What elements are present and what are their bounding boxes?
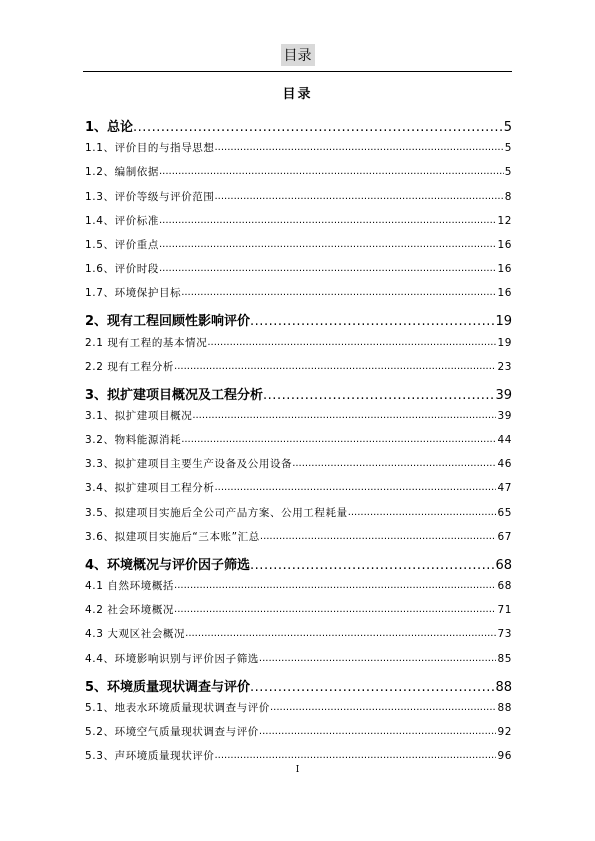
toc-entry-page: 88 bbox=[497, 701, 512, 714]
toc-leader-dots bbox=[174, 574, 496, 597]
toc-entry-section[interactable] bbox=[85, 499, 512, 523]
toc-leader-dots bbox=[270, 696, 496, 719]
toc-leader-dots bbox=[348, 501, 497, 524]
toc-entry-page: 71 bbox=[497, 604, 512, 617]
running-header bbox=[0, 44, 595, 66]
toc-leader-dots bbox=[174, 598, 496, 621]
toc-entry-chapter[interactable] bbox=[85, 304, 512, 329]
toc-entry-section[interactable] bbox=[85, 695, 512, 719]
toc-entry-chapter[interactable] bbox=[85, 548, 512, 573]
toc-entry-page: 73 bbox=[497, 628, 512, 641]
toc-entry-title: 3、拟扩建项目概况及工程分析 bbox=[85, 387, 264, 403]
toc-leader-dots bbox=[159, 209, 496, 232]
toc-leader-dots bbox=[185, 622, 496, 645]
toc-entry-page: 88 bbox=[495, 679, 512, 695]
toc-leader-dots bbox=[192, 404, 496, 427]
toc-entry-section[interactable] bbox=[85, 403, 512, 427]
toc-title: 目录 bbox=[282, 87, 313, 102]
toc-entry-title: 1.6、评价时段 bbox=[85, 263, 159, 276]
toc-leader-dots bbox=[259, 720, 497, 743]
toc-entry-page: 68 bbox=[497, 580, 512, 592]
toc-entry-page: 8 bbox=[504, 190, 512, 203]
toc-entry-section[interactable] bbox=[85, 475, 512, 499]
toc-entry-chapter[interactable] bbox=[85, 670, 512, 695]
toc-entry-section[interactable] bbox=[85, 451, 512, 475]
toc-list bbox=[85, 110, 512, 767]
toc-entry-section[interactable] bbox=[85, 183, 512, 207]
toc-entry-section[interactable] bbox=[85, 719, 512, 743]
toc-leader-dots bbox=[250, 314, 494, 329]
toc-entry-title: 3.5、拟建项目实施后全公司产品方案、公用工程耗量 bbox=[85, 506, 348, 519]
toc-entry-page: 85 bbox=[497, 652, 512, 665]
toc-leader-dots bbox=[215, 476, 497, 499]
toc-leader-dots bbox=[250, 558, 494, 573]
toc-entry-title: 3.2、物料能源消耗 bbox=[85, 434, 182, 447]
toc-entry-title: 2、现有工程回顾性影响评价 bbox=[85, 314, 251, 330]
toc-leader-dots bbox=[181, 281, 496, 304]
toc-entry-page: 5 bbox=[504, 166, 512, 179]
toc-leader-dots bbox=[263, 388, 494, 403]
toc-leader-dots bbox=[159, 233, 496, 256]
toc-entry-title: 5.3、声环境质量现状评价 bbox=[85, 750, 215, 763]
toc-entry-page: 44 bbox=[497, 434, 512, 447]
toc-entry-page: 96 bbox=[497, 750, 512, 763]
toc-entry-section[interactable] bbox=[85, 256, 512, 280]
toc-entry-chapter[interactable] bbox=[85, 378, 512, 403]
toc-leader-dots bbox=[207, 331, 496, 354]
toc-leader-dots bbox=[259, 647, 497, 670]
toc-entry-title: 4.3 大观区社会概况 bbox=[85, 628, 186, 641]
toc-entry-title: 1.7、环境保护目标 bbox=[85, 287, 182, 300]
toc-entry-section[interactable] bbox=[85, 597, 512, 621]
toc-entry-page: 19 bbox=[495, 314, 512, 330]
toc-entry-page: 5 bbox=[504, 142, 512, 155]
toc-entry-section[interactable] bbox=[85, 573, 512, 597]
toc-entry-title: 2.2 现有工程分析 bbox=[85, 360, 175, 373]
header-rule bbox=[83, 71, 512, 72]
toc-entry-page: 16 bbox=[497, 263, 512, 276]
toc-leader-dots bbox=[181, 428, 496, 451]
running-header-label: 目录 bbox=[281, 44, 315, 66]
toc-entry-page: 16 bbox=[497, 287, 512, 300]
toc-entry-title: 3.1、拟扩建项目概况 bbox=[85, 409, 193, 422]
toc-entry-section[interactable] bbox=[85, 329, 512, 353]
page-number: I bbox=[295, 765, 300, 775]
toc-entry-title: 3.4、拟扩建项目工程分析 bbox=[85, 482, 215, 495]
toc-entry-page: 12 bbox=[497, 214, 512, 227]
toc-leader-dots bbox=[174, 355, 496, 378]
toc-leader-dots bbox=[292, 452, 496, 475]
toc-entry-section[interactable] bbox=[85, 427, 512, 451]
toc-entry-section[interactable] bbox=[85, 208, 512, 232]
toc-entry-section[interactable] bbox=[85, 280, 512, 304]
toc-entry-title: 5.2、环境空气质量现状调查与评价 bbox=[85, 725, 259, 738]
toc-entry-page: 19 bbox=[497, 336, 512, 349]
toc-leader-dots bbox=[133, 120, 503, 135]
toc-entry-title: 5、环境质量现状调查与评价 bbox=[85, 679, 251, 695]
toc-entry-title: 4、环境概况与评价因子筛选 bbox=[85, 557, 251, 573]
toc-entry-section[interactable] bbox=[85, 743, 512, 767]
toc-leader-dots bbox=[250, 680, 494, 695]
toc-entry-section[interactable] bbox=[85, 524, 512, 548]
toc-leader-dots bbox=[159, 257, 496, 280]
toc-entry-title: 4.4、环境影响识别与评价因子筛选 bbox=[85, 652, 259, 665]
toc-entry-title: 5.1、地表水环境质量现状调查与评价 bbox=[85, 701, 270, 714]
toc-entry-title: 3.3、拟扩建项目主要生产设备及公用设备 bbox=[85, 458, 293, 471]
toc-entry-page: 23 bbox=[497, 360, 512, 373]
toc-entry-chapter[interactable] bbox=[85, 110, 512, 135]
toc-entry-page: 46 bbox=[497, 458, 512, 471]
toc-leader-dots bbox=[215, 136, 504, 159]
toc-entry-page: 65 bbox=[497, 506, 512, 519]
toc-entry-section[interactable] bbox=[85, 621, 512, 645]
toc-entry-title: 1.2、编制依据 bbox=[85, 166, 159, 179]
toc-leader-dots bbox=[215, 185, 504, 208]
toc-entry-section[interactable] bbox=[85, 354, 512, 378]
toc-leader-dots bbox=[215, 744, 497, 767]
toc-leader-dots bbox=[159, 160, 504, 183]
toc-entry-page: 39 bbox=[495, 387, 512, 403]
toc-entry-section[interactable] bbox=[85, 232, 512, 256]
toc-entry-title: 4.2 社会环境概况 bbox=[85, 604, 175, 617]
toc-entry-section[interactable] bbox=[85, 135, 512, 159]
toc-entry-page: 67 bbox=[497, 530, 512, 543]
toc-entry-title: 2.1 现有工程的基本情况 bbox=[85, 336, 208, 349]
toc-entry-title: 1、总论 bbox=[85, 120, 134, 135]
toc-leader-dots bbox=[260, 525, 497, 548]
toc-entry-title: 1.1、评价目的与指导思想 bbox=[85, 142, 215, 155]
toc-entry-title: 1.4、评价标准 bbox=[85, 214, 159, 227]
toc-entry-page: 5 bbox=[503, 120, 512, 135]
toc-entry-page: 39 bbox=[497, 409, 512, 422]
toc-entry-title: 1.3、评价等级与评价范围 bbox=[85, 190, 215, 203]
toc-entry-section[interactable] bbox=[85, 159, 512, 183]
toc-entry-page: 47 bbox=[497, 482, 512, 495]
toc-entry-page: 68 bbox=[495, 557, 512, 573]
toc-entry-page: 92 bbox=[497, 725, 512, 738]
toc-entry-title: 3.6、拟建项目实施后“三本账”汇总 bbox=[85, 530, 260, 543]
toc-entry-title: 4.1 自然环境概括 bbox=[85, 580, 175, 592]
toc-entry-page: 16 bbox=[497, 238, 512, 251]
toc-entry-section[interactable] bbox=[85, 645, 512, 669]
toc-entry-title: 1.5、评价重点 bbox=[85, 238, 159, 251]
